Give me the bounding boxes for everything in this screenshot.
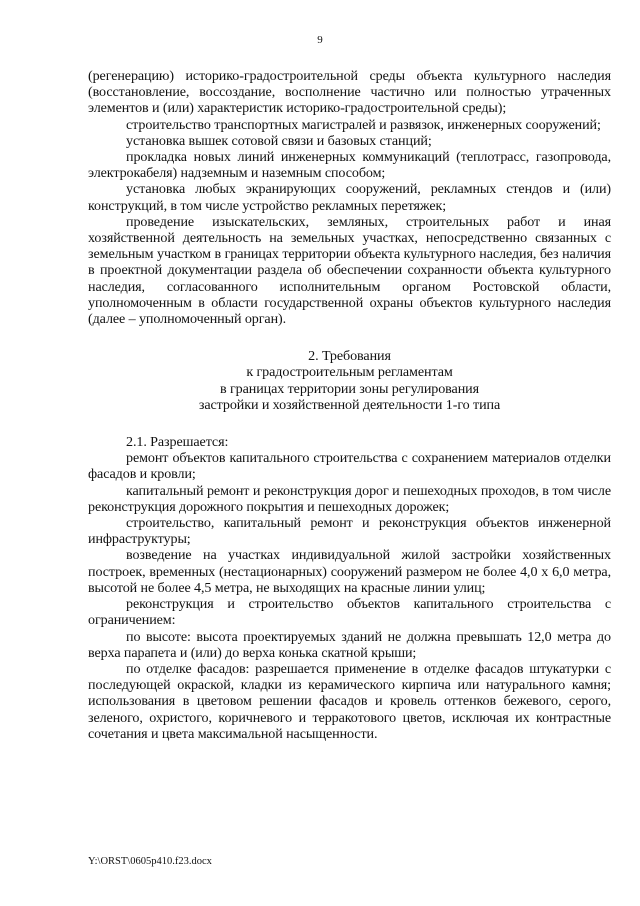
paragraph: строительство транспортных магистралей и развязок, инженерных сооружений; (126, 116, 601, 133)
heading-line: застройки и хозяйственной деятельности 1-го типа (198, 396, 501, 413)
paragraph: (регенерацию) историко-градостроительной среды объекта культурного наследия (восстановление, воссоздание, восполнение частично или полностью утраченных элементов и (или) характеристик историко-градостроительной среды); (88, 68, 611, 117)
paragraph: возведение на участках индивидуальной жилой застройки хозяйственных построек, временных (нестационарных) сооружений размером не более 4,0 х 6,0 метра, высотой не более 4,5 метра, не выходящих на красные линии улиц; (88, 547, 611, 596)
paragraph: установка вышек сотовой связи и базовых станций; (126, 132, 432, 149)
paragraph: капитальный ремонт и реконструкция дорог и пешеходных проходов, в том числе реконструкция дорожного покрытия и пешеходных дорожек; (88, 482, 611, 515)
paragraph: реконструкция и строительство объектов капитального строительства с ограничением: (88, 596, 611, 629)
paragraph: по отделке фасадов: разрешается применение в отделке фасадов штукатурки с последующей окраской, кладки из керамического кирпича или натурального камня; использования в цветовом решении фасадов и кровель оттенков бежевого, серого, зеленого, охристого, коричневого и терракотового цветов, исключая их контрастные сочетания и цвета максимальной насыщенности. (88, 660, 611, 742)
section-intro: 2.1. Разрешается: (126, 434, 229, 451)
heading-line: в границах территории зоны регулирования (220, 380, 479, 397)
page-number: 9 (317, 34, 323, 46)
paragraphs-top (88, 68, 611, 327)
paragraph: установка любых экранирующих сооружений, рекламных стендов и (или) конструкций, в том числе устройство рекламных перетяжек; (88, 181, 611, 214)
paragraph: по высоте: высота проектируемых зданий не должна превышать 12,0 метра до верха парапета и (или) до верха конька скатной крыши; (88, 628, 611, 661)
paragraph: ремонт объектов капитального строительства с сохранением материалов отделки фасадов и кровли; (88, 450, 611, 483)
heading-line: к градостроительным регламентам (246, 364, 453, 381)
paragraphs-section (88, 450, 611, 742)
heading-line: 2. Требования (308, 348, 391, 365)
paragraph: строительство, капитальный ремонт и реконструкция объектов инженерной инфраструктуры; (88, 515, 611, 548)
document-body (88, 68, 611, 742)
footer-file-path: Y:\ORST\0605p410.f23.docx (88, 856, 212, 867)
section-heading (88, 348, 611, 413)
paragraph: прокладка новых линий инженерных коммуникаций (теплотрасс, газопровода, электрокабеля) надземным и наземным способом; (88, 149, 611, 182)
paragraph: проведение изыскательских, земляных, строительных работ и иная хозяйственной деятельность на земельных участках, непосредственно связанных с земельным участком в границах территории объекта культурного наследия, без наличия в проектной документации раздела об обеспечении сохранности объекта культурного наследия, согласованного исполнительным органом Ростовской области, уполномоченным в области государственной охраны объектов культурного наследия (далее – уполномоченный орган). (88, 213, 611, 328)
